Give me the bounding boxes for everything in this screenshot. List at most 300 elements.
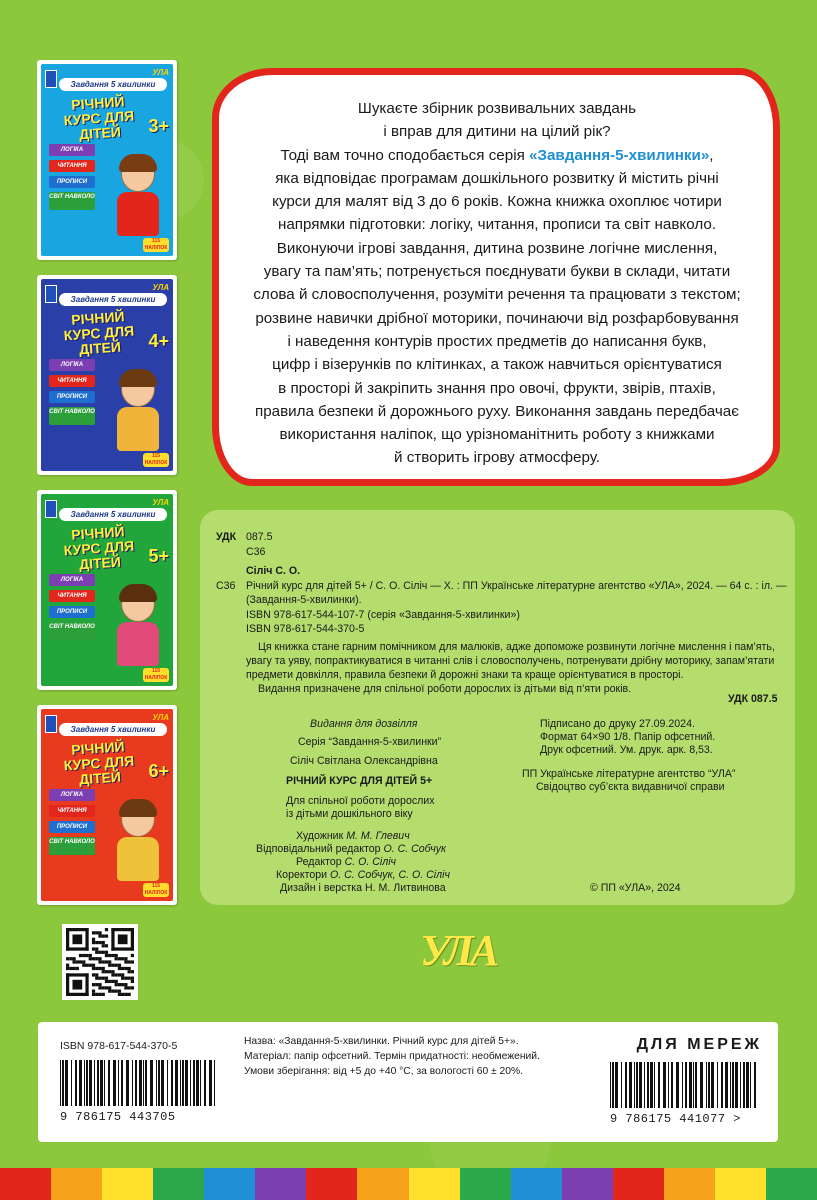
qr-module bbox=[118, 973, 121, 976]
qr-module bbox=[121, 993, 124, 996]
desc-line: й створить ігрову атмосферу. bbox=[393, 449, 601, 467]
qr-module bbox=[95, 931, 98, 934]
qr-module bbox=[121, 957, 124, 960]
barcode-bar bbox=[689, 1062, 692, 1108]
cover-age: 3+ bbox=[148, 116, 169, 136]
cover-title: РІЧНИЙ КУРС ДЛЯ ДІТЕЙ bbox=[63, 308, 135, 358]
isbn-book: ISBN 978-617-544-370-5 bbox=[246, 623, 365, 635]
cover-series: Завдання 5 хвилинки bbox=[59, 723, 167, 736]
barcode-bar bbox=[654, 1062, 655, 1108]
cover-title: РІЧНИЙ КУРС ДЛЯ ДІТЕЙ bbox=[63, 523, 135, 573]
barcode-bar bbox=[71, 1060, 72, 1106]
barcode-bar bbox=[671, 1062, 673, 1108]
qr-module bbox=[98, 957, 101, 960]
qr-module bbox=[92, 973, 95, 976]
qr-module bbox=[111, 947, 134, 950]
stripe-segment bbox=[511, 1168, 562, 1200]
barcode-bar bbox=[625, 1062, 627, 1108]
qr-module bbox=[131, 986, 134, 989]
bbk-code: С36 bbox=[246, 546, 266, 558]
qr-module bbox=[102, 993, 105, 996]
stripe-segment bbox=[204, 1168, 255, 1200]
stripe-segment bbox=[409, 1168, 460, 1200]
qr-module bbox=[102, 986, 105, 989]
barcode-bar bbox=[60, 1060, 61, 1106]
qr-module bbox=[108, 960, 111, 963]
barcode-bar bbox=[629, 1062, 632, 1108]
child-body bbox=[117, 622, 159, 666]
barcode-bar bbox=[754, 1062, 756, 1108]
desc-line: розвине навички дрібної моторики, починаючи від розфарбовування bbox=[255, 309, 739, 327]
qr-module bbox=[121, 983, 124, 986]
qr-module bbox=[66, 957, 69, 960]
stripe-segment bbox=[255, 1168, 306, 1200]
person: М. М. Глевич bbox=[346, 830, 410, 842]
barcode-bar bbox=[118, 1060, 119, 1106]
qr-module bbox=[92, 957, 95, 960]
barcode-bar bbox=[84, 1060, 85, 1106]
barcode-bar bbox=[161, 1060, 164, 1106]
barcode-digits: 9 786175 443705 bbox=[60, 1110, 176, 1124]
format: Формат 64×90 1/8. Папір офсетний. bbox=[540, 731, 716, 743]
annotation-line: Ця книжка стане гарним помічником для малюків, адже допоможе розвинути логічне мислення і пам’ять, bbox=[258, 641, 775, 653]
barcode-bar bbox=[108, 1060, 110, 1106]
person: О. С. Собчук, С. О. Сіліч bbox=[330, 869, 450, 881]
qr-module bbox=[124, 960, 127, 963]
barcode-bar bbox=[695, 1062, 697, 1108]
qr-module bbox=[89, 957, 92, 960]
barcode-bar bbox=[639, 1062, 642, 1108]
barcode-bar bbox=[97, 1060, 99, 1106]
qr-module bbox=[98, 960, 101, 963]
print-info: Друк офсетний. Ум. друк. арк. 8,53. bbox=[540, 744, 713, 756]
cover-art bbox=[41, 279, 173, 471]
qr-module bbox=[118, 967, 121, 970]
barcode-bar bbox=[732, 1062, 734, 1108]
barcode-bar bbox=[685, 1062, 687, 1108]
cover-title: РІЧНИЙ КУРС ДЛЯ ДІТЕЙ bbox=[63, 738, 135, 788]
isbn-series: ISBN 978-617-544-107-7 (серія «Завдання-5-хвилинки») bbox=[246, 609, 520, 621]
qr-module bbox=[105, 928, 108, 931]
qr-module bbox=[118, 934, 128, 944]
book-cover bbox=[37, 490, 177, 690]
stripe-segment bbox=[306, 1168, 357, 1200]
qr-module bbox=[102, 934, 105, 937]
stripe-segment bbox=[766, 1168, 817, 1200]
rainbow-stripe bbox=[0, 1168, 817, 1200]
qr-module bbox=[79, 960, 82, 963]
publisher-mark bbox=[45, 70, 57, 88]
qr-module bbox=[115, 983, 118, 986]
sign-world: СВІТ НАВКОЛО bbox=[49, 407, 95, 425]
sign-world: СВІТ НАВКОЛО bbox=[49, 622, 95, 640]
qr-module bbox=[98, 941, 101, 944]
child-illustration bbox=[109, 801, 165, 885]
annotation-line: предмети довкілля, правила безпеки й дорожні знаки та краще орієнтуватися в просторі. bbox=[246, 669, 684, 681]
qr-module bbox=[108, 970, 111, 973]
series-name: «Завдання-5-хвилинки» bbox=[529, 146, 710, 164]
qr-module bbox=[128, 986, 131, 989]
barcode-isbn bbox=[60, 1060, 220, 1106]
qr-module bbox=[131, 960, 134, 963]
qr-module bbox=[115, 973, 118, 976]
sign-world: СВІТ НАВКОЛО bbox=[49, 837, 95, 855]
desc-text: , bbox=[709, 146, 714, 164]
qr-module bbox=[98, 934, 101, 937]
qr-module bbox=[66, 964, 69, 967]
desc-line: напрямки підготовки: логіку, читання, прописи та світ навколо. bbox=[277, 216, 717, 234]
sign-logic: ЛОГІКА bbox=[49, 789, 95, 801]
qr-module bbox=[128, 993, 131, 996]
qr-module bbox=[95, 983, 98, 986]
publisher-logo: УЛА bbox=[420, 926, 496, 975]
desc-line: цифр і візерунків по клітинках, а також навчиться орієнтуватися bbox=[272, 356, 722, 374]
cover-art bbox=[41, 64, 173, 256]
qr-module bbox=[131, 954, 134, 957]
barcode-bar bbox=[668, 1062, 669, 1108]
qr-module bbox=[108, 954, 111, 957]
qr-module bbox=[92, 964, 95, 967]
qr-module bbox=[128, 970, 131, 973]
qr-module bbox=[69, 957, 72, 960]
qr-module bbox=[118, 964, 121, 967]
qr-module bbox=[92, 947, 95, 950]
qr-module bbox=[121, 967, 124, 970]
stripe-segment bbox=[153, 1168, 204, 1200]
stickers-badge: 115 НАЛІПОК bbox=[144, 238, 168, 251]
qr-module bbox=[124, 957, 127, 960]
qr-module bbox=[102, 960, 105, 963]
desc-text: Тоді вам точно сподобається серія bbox=[280, 146, 530, 164]
sign-writing: ПРОПИСИ bbox=[49, 176, 95, 188]
sign-reading: ЧИТАННЯ bbox=[49, 160, 95, 172]
description-bubble bbox=[212, 68, 780, 486]
desc-line: правила безпеки й дорожнього руху. Виконання завдань передбачає bbox=[254, 402, 740, 420]
qr-module bbox=[82, 960, 85, 963]
cover-series: Завдання 5 хвилинки bbox=[59, 78, 167, 91]
barcode-bar bbox=[156, 1060, 157, 1106]
author-full: Сіліч Світлана Олександрівна bbox=[290, 755, 438, 767]
desc-line: яка відповідає програмам дошкільного розвитку й містить річні bbox=[275, 169, 719, 187]
stripe-segment bbox=[357, 1168, 408, 1200]
qr-module bbox=[118, 993, 121, 996]
barcode-digits: 9 786175 441077 > bbox=[610, 1112, 741, 1126]
qr-module bbox=[115, 990, 118, 993]
cover-age: 6+ bbox=[148, 761, 169, 781]
publisher-mark bbox=[45, 500, 57, 518]
qr-module bbox=[72, 934, 82, 944]
qr-module bbox=[121, 973, 124, 976]
desc-line bbox=[239, 144, 755, 167]
stripe-segment bbox=[664, 1168, 715, 1200]
product-info bbox=[244, 1034, 540, 1079]
barcode-network bbox=[610, 1062, 760, 1108]
purpose-line: Для спільної роботи дорослих bbox=[286, 795, 435, 807]
stickers-badge: 115 НАЛІПОК bbox=[144, 668, 168, 681]
qr-module bbox=[115, 980, 118, 983]
barcode-bar bbox=[693, 1062, 694, 1108]
qr-module bbox=[118, 957, 121, 960]
barcode-bar bbox=[621, 1062, 622, 1108]
credit-redactor bbox=[296, 856, 396, 870]
qr-module bbox=[95, 957, 98, 960]
publisher: ПП Українське літературне агентство “УЛА” bbox=[522, 768, 736, 780]
cover-signs bbox=[49, 144, 95, 214]
annotation-line: Видання призначене для спільної роботи дорослих із дітьми від п’яти років. bbox=[258, 683, 632, 695]
child-hair bbox=[119, 369, 157, 387]
role: Відповідальний редактор bbox=[256, 843, 381, 855]
qr-module bbox=[105, 951, 108, 954]
barcode-bar bbox=[676, 1062, 679, 1108]
udk-label: УДК bbox=[216, 531, 237, 543]
qr-module bbox=[115, 957, 118, 960]
child-body bbox=[117, 407, 159, 451]
cover-art bbox=[41, 709, 173, 901]
qr-module bbox=[76, 967, 79, 970]
barcode-bar bbox=[175, 1060, 178, 1106]
isbn-label: ISBN 978-617-544-370-5 bbox=[60, 1040, 178, 1052]
barcode-bar bbox=[79, 1060, 82, 1106]
qr-module bbox=[105, 944, 108, 947]
sign-logic: ЛОГІКА bbox=[49, 144, 95, 156]
qr-module bbox=[105, 986, 108, 989]
qr-module bbox=[105, 977, 108, 980]
qr-module bbox=[102, 944, 105, 947]
cover-signs bbox=[49, 789, 95, 859]
cover-signs bbox=[49, 574, 95, 644]
qr-module bbox=[111, 980, 114, 983]
cover-series: Завдання 5 хвилинки bbox=[59, 508, 167, 521]
barcode-bar bbox=[89, 1060, 92, 1106]
barcode-bar bbox=[750, 1062, 751, 1108]
sign-reading: ЧИТАННЯ bbox=[49, 590, 95, 602]
sign-logic: ЛОГІКА bbox=[49, 574, 95, 586]
qr-module bbox=[92, 931, 95, 934]
desc-line: Шукаєте збірник розвивальних завдань bbox=[357, 100, 637, 117]
qr-module bbox=[102, 941, 105, 944]
child-body bbox=[117, 192, 159, 236]
sign-writing: ПРОПИСИ bbox=[49, 606, 95, 618]
qr-module bbox=[131, 970, 134, 973]
stripe-segment bbox=[102, 1168, 153, 1200]
qr-module bbox=[92, 938, 95, 941]
udk-right: УДК 087.5 bbox=[728, 693, 778, 705]
qr-module bbox=[85, 954, 88, 957]
barcode-bar bbox=[62, 1060, 64, 1106]
barcode-bar bbox=[706, 1062, 707, 1108]
barcode-bar bbox=[182, 1060, 184, 1106]
person: О. С. Собчук bbox=[383, 843, 447, 855]
barcode-bar bbox=[158, 1060, 160, 1106]
qr-module bbox=[95, 993, 98, 996]
barcode-bar bbox=[204, 1060, 206, 1106]
qr-module bbox=[102, 967, 105, 970]
qr-module bbox=[72, 967, 75, 970]
cover-signs bbox=[49, 359, 95, 429]
qr-module bbox=[105, 970, 108, 973]
qr-code[interactable] bbox=[62, 924, 138, 1000]
desc-line: Виконуючи ігрові завдання, дитина розвине логічне мислення, bbox=[276, 239, 718, 257]
sign-reading: ЧИТАННЯ bbox=[49, 805, 95, 817]
barcode-bar bbox=[75, 1060, 77, 1106]
qr-module bbox=[95, 977, 98, 980]
cover-publisher: УЛА bbox=[152, 283, 169, 292]
child-body bbox=[117, 837, 159, 881]
qr-module bbox=[111, 928, 134, 931]
barcode-bar bbox=[145, 1060, 147, 1106]
credit-design: Дизайн і верстка Н. М. Литвинова bbox=[280, 882, 446, 894]
qr-module bbox=[124, 977, 127, 980]
role: Художник bbox=[296, 830, 344, 842]
barcode-bar bbox=[658, 1062, 660, 1108]
child-hair bbox=[119, 154, 157, 172]
edition-type: Видання для дозвілля bbox=[310, 718, 418, 730]
desc-line: курси для малят від 3 до 6 років. Кожна книжка охоплює чотири bbox=[272, 193, 722, 211]
qr-module bbox=[72, 960, 75, 963]
qr-module bbox=[98, 931, 101, 934]
barcode-bar bbox=[86, 1060, 88, 1106]
desc-line: і вправ для дитини на цілий рік? bbox=[383, 123, 611, 141]
bibliographic-line-1: Річний курс для дітей 5+ / С. О. Сіліч — Х. : ПП Українське літературне агентство «УЛА», 2024. — 64 с. : іл. — bbox=[246, 580, 787, 592]
qr-module bbox=[89, 954, 92, 957]
qr-module bbox=[76, 960, 79, 963]
qr-module bbox=[131, 977, 134, 980]
qr-module bbox=[98, 983, 101, 986]
cover-series: Завдання 5 хвилинки bbox=[59, 293, 167, 306]
book-title: РІЧНИЙ КУРС ДЛЯ ДІТЕЙ 5+ bbox=[286, 775, 433, 787]
qr-module bbox=[111, 964, 114, 967]
barcode-bar bbox=[700, 1062, 703, 1108]
barcode-bar bbox=[171, 1060, 173, 1106]
credit-editor bbox=[256, 843, 446, 857]
c36-code: С36 bbox=[216, 580, 236, 592]
qr-module bbox=[98, 951, 101, 954]
sign-world: СВІТ НАВКОЛО bbox=[49, 192, 95, 210]
child-illustration bbox=[109, 156, 165, 240]
desc-line: увагу та пам’ять; потренується поєднувати букви в склади, читати bbox=[263, 263, 731, 281]
qr-module bbox=[95, 941, 98, 944]
qr-module bbox=[82, 964, 85, 967]
publisher-mark bbox=[45, 715, 57, 733]
qr-module bbox=[92, 993, 95, 996]
barcode-bar bbox=[100, 1060, 103, 1106]
qr-module bbox=[115, 954, 118, 957]
qr-module bbox=[131, 928, 134, 951]
qr-module bbox=[92, 990, 95, 993]
cover-age: 4+ bbox=[148, 331, 169, 351]
child-hair bbox=[119, 799, 157, 817]
cover-age: 5+ bbox=[148, 546, 169, 566]
for-network-label: ДЛЯ МЕРЕЖ bbox=[636, 1036, 762, 1053]
purpose-line: із дітьми дошкільного віку bbox=[286, 808, 413, 820]
qr-module bbox=[118, 983, 121, 986]
qr-module bbox=[69, 967, 72, 970]
qr-module bbox=[95, 951, 98, 954]
credit-artist bbox=[296, 830, 410, 844]
person: С. О. Сіліч bbox=[344, 856, 397, 868]
barcode-bar bbox=[634, 1062, 635, 1108]
qr-module bbox=[66, 973, 69, 996]
barcode-bar bbox=[196, 1060, 199, 1106]
barcode-bar bbox=[185, 1060, 188, 1106]
child-illustration bbox=[109, 586, 165, 670]
barcode-bar bbox=[725, 1062, 728, 1108]
barcode-bar bbox=[615, 1062, 618, 1108]
barcode-bar bbox=[193, 1060, 195, 1106]
barcode-bar bbox=[663, 1062, 666, 1108]
qr-module bbox=[92, 941, 95, 944]
qr-module bbox=[95, 973, 98, 976]
barcode-bar bbox=[717, 1062, 718, 1108]
qr-module bbox=[128, 967, 131, 970]
qr-module bbox=[105, 954, 108, 957]
barcode-bar bbox=[113, 1060, 116, 1106]
barcode-bar bbox=[735, 1062, 738, 1108]
barcode-bar bbox=[180, 1060, 181, 1106]
product-name: Назва: «Завдання-5-хвилинки. Річний курс для дітей 5+». bbox=[244, 1036, 519, 1047]
copyright: © ПП «УЛА», 2024 bbox=[590, 882, 681, 894]
barcode-bar bbox=[730, 1062, 731, 1108]
barcode-bar bbox=[708, 1062, 710, 1108]
barcode-bar bbox=[65, 1060, 68, 1106]
barcode-bar bbox=[200, 1060, 201, 1106]
stripe-segment bbox=[51, 1168, 102, 1200]
qr-module bbox=[66, 928, 69, 951]
qr-module bbox=[98, 986, 101, 989]
barcode-bar bbox=[682, 1062, 683, 1108]
author-short: Сіліч С. О. bbox=[246, 565, 301, 577]
barcode-bar bbox=[746, 1062, 749, 1108]
barcode-bar bbox=[121, 1060, 123, 1106]
desc-line: слова й словосполучення, розуміти речення та працювати з текстом; bbox=[253, 286, 741, 304]
qr-module bbox=[115, 964, 118, 967]
qr-module bbox=[82, 954, 85, 957]
qr-module bbox=[121, 977, 124, 980]
desc-line: в просторі й закріпить знання про овочі, фрукти, звірів, птахів, bbox=[278, 379, 716, 397]
cover-title: РІЧНИЙ КУРС ДЛЯ ДІТЕЙ bbox=[63, 93, 135, 143]
cover-publisher: УЛА bbox=[152, 498, 169, 507]
barcode-bar bbox=[167, 1060, 168, 1106]
qr-module bbox=[111, 970, 114, 973]
sign-reading: ЧИТАННЯ bbox=[49, 375, 95, 387]
qr-module bbox=[105, 980, 108, 983]
barcode-bar bbox=[94, 1060, 95, 1106]
barcode-bar bbox=[650, 1062, 653, 1108]
book-cover bbox=[37, 705, 177, 905]
qr-module bbox=[79, 954, 82, 957]
barcode-bar bbox=[190, 1060, 191, 1106]
qr-module bbox=[102, 970, 105, 973]
bibliographic-line-2: (Завдання-5-хвилинки). bbox=[246, 594, 362, 606]
qr-module bbox=[124, 983, 127, 986]
barcode-bar bbox=[644, 1062, 645, 1108]
barcode-bar bbox=[647, 1062, 649, 1108]
annotation-line: увагу та уяву, попрактикуватися в читанні слів і словосполучень, потренувати дрібну моторику, запам’ятати bbox=[246, 655, 775, 667]
barcode-bar bbox=[126, 1060, 129, 1106]
qr-module bbox=[92, 983, 95, 986]
qr-module bbox=[72, 957, 75, 960]
stripe-segment bbox=[0, 1168, 51, 1200]
qr-module bbox=[72, 980, 82, 990]
qr-module bbox=[128, 977, 131, 980]
qr-module bbox=[118, 990, 121, 993]
barcode-bar bbox=[610, 1062, 611, 1108]
qr-module bbox=[66, 947, 89, 950]
barcode-bar bbox=[636, 1062, 638, 1108]
publisher-mark bbox=[45, 285, 57, 303]
udk-value: 087.5 bbox=[246, 531, 273, 543]
barcode-bar bbox=[209, 1060, 212, 1106]
